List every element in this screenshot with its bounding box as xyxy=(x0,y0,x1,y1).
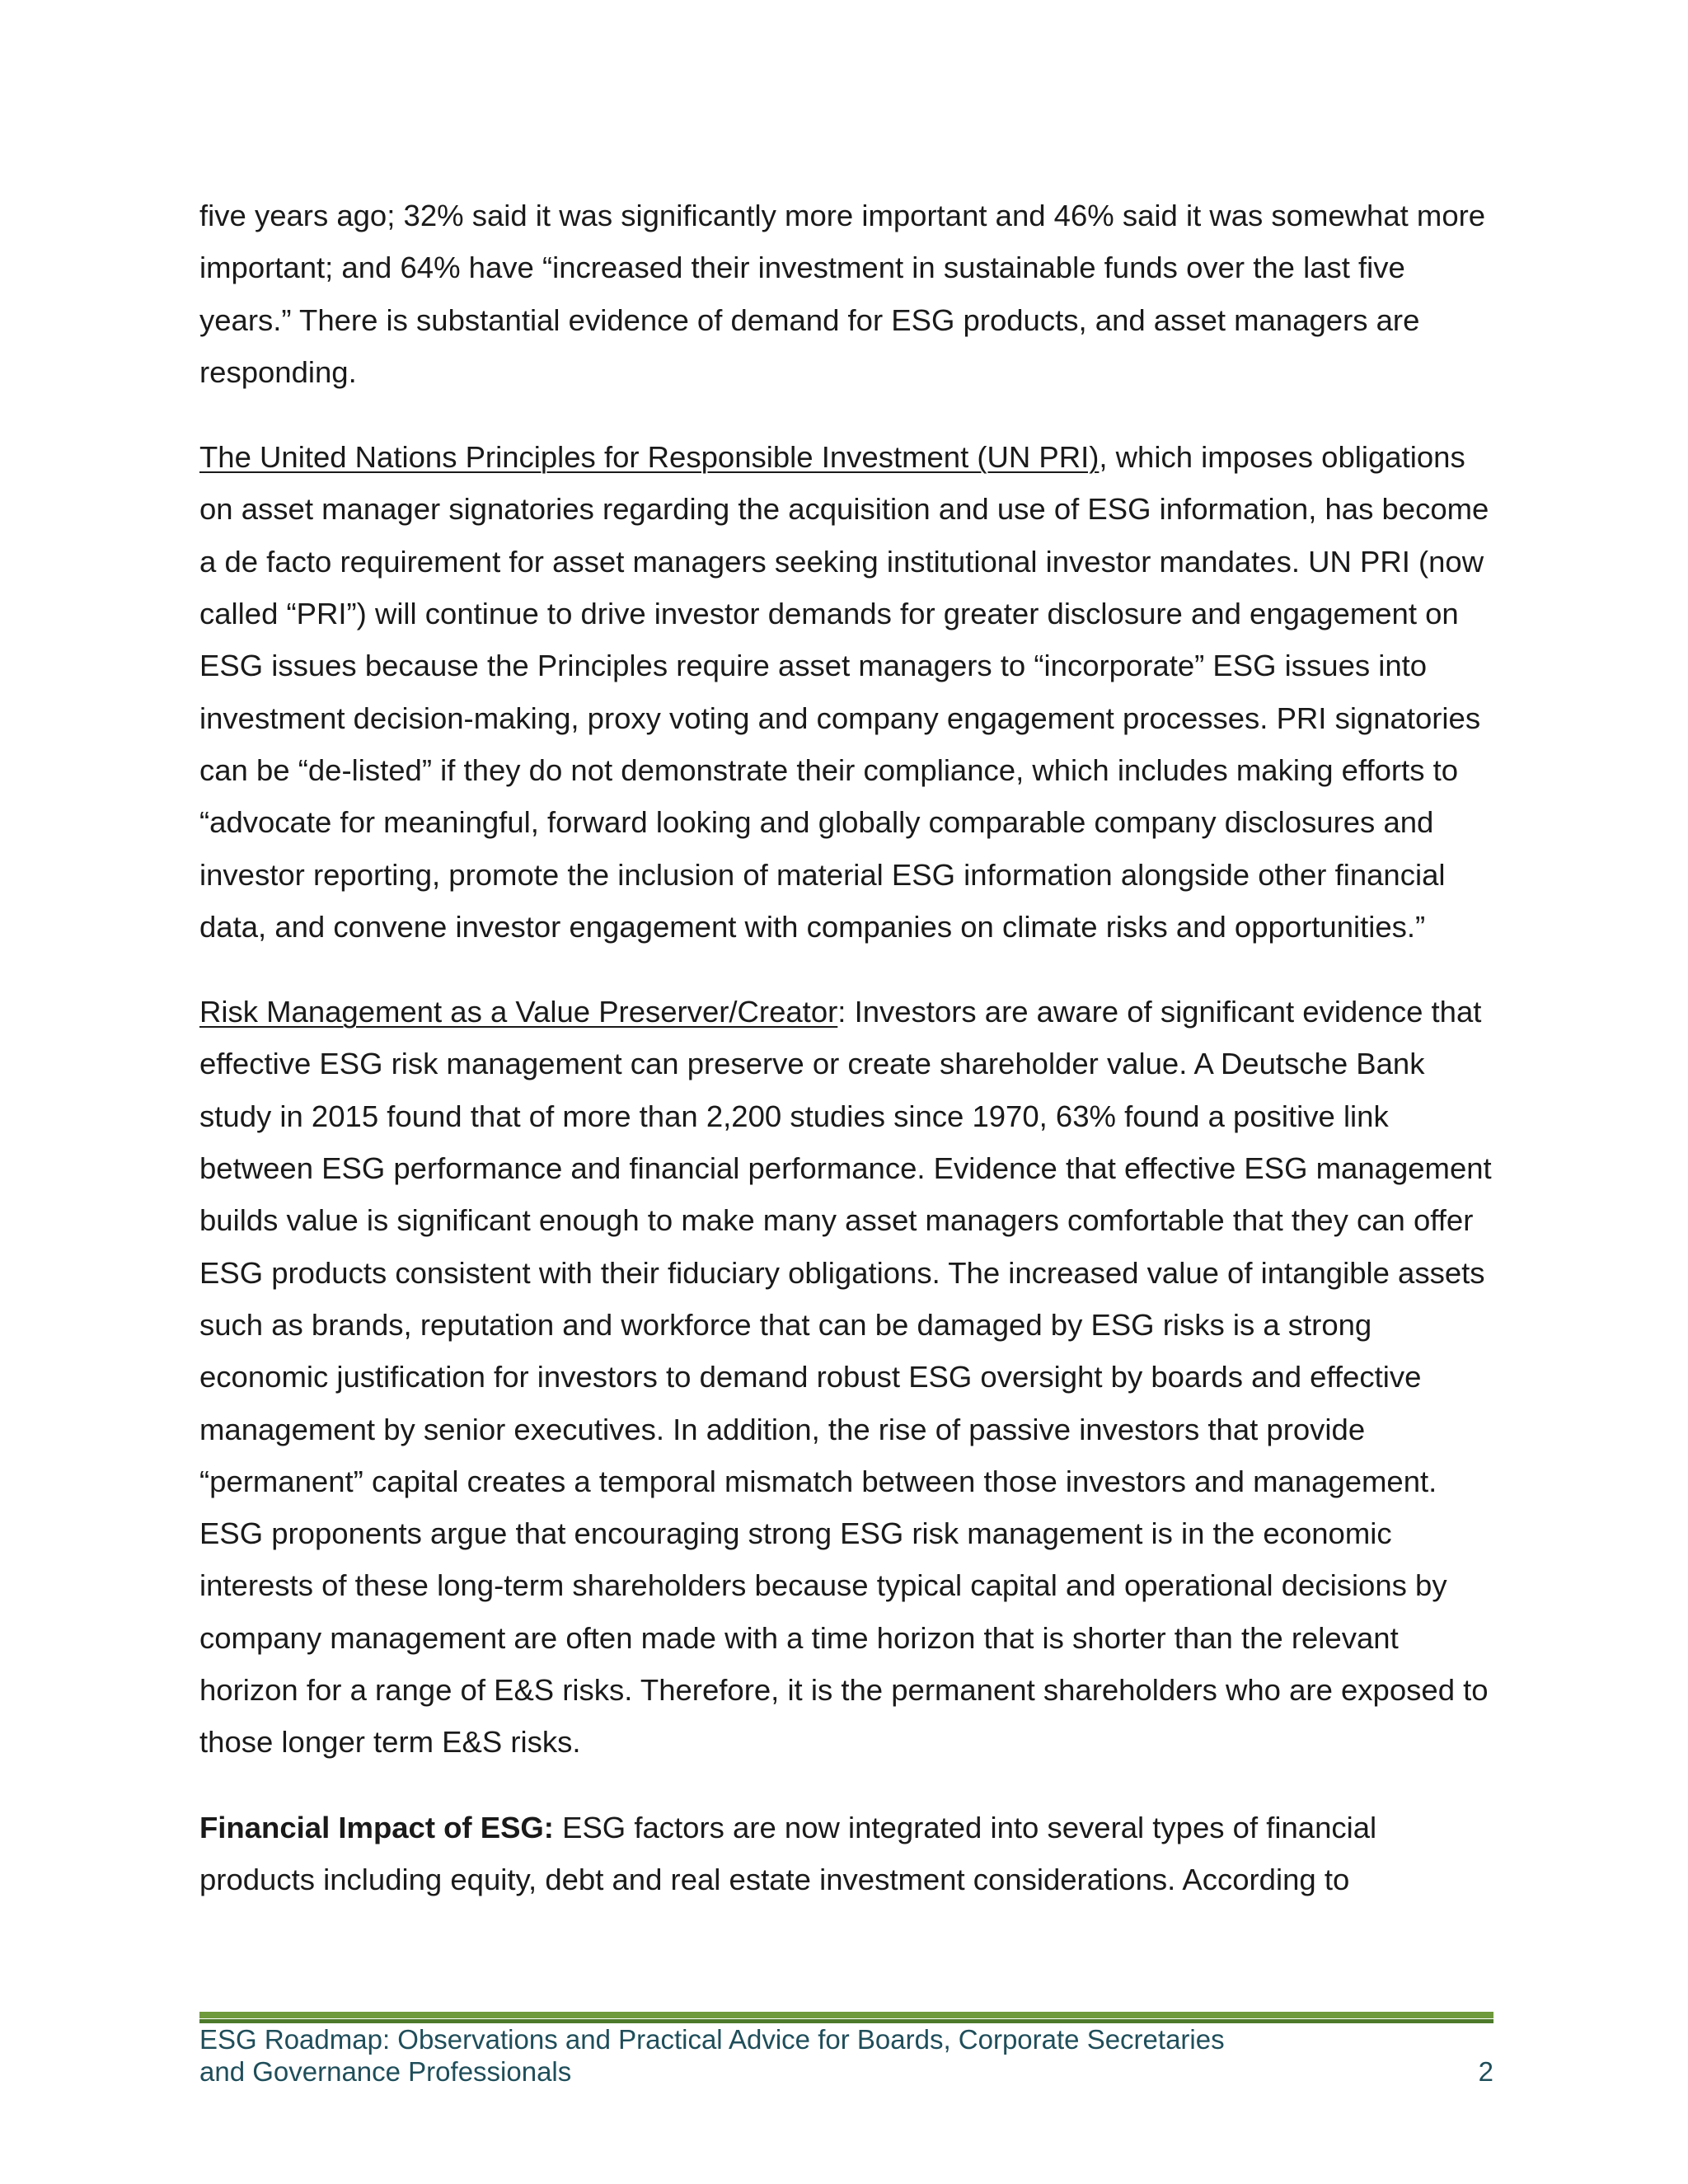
footer-divider-light xyxy=(199,2012,1493,2018)
paragraph-financial-impact xyxy=(199,1802,1493,1906)
paragraph-text: ESG factors are now integrated into several types of financial products including equity, debt and real estate investment considerations. According to xyxy=(199,1810,1377,1896)
footer-title-line2: and Governance Professionals xyxy=(199,2056,572,2087)
footer-divider xyxy=(199,2012,1493,2023)
section-heading-un-pri: The United Nations Principles for Responsible Investment (UN PRI) xyxy=(199,440,1100,475)
page-body xyxy=(199,190,1493,1938)
paragraph-text: five years ago; 32% said it was significantly more important and 46% said it was somewhat more important; and 64% have “increased their investment in sustainable funds over the last five years.” There is substantial evidence of demand for ESG products, and asset managers are responding. xyxy=(199,199,1486,389)
page-footer xyxy=(199,2023,1493,2088)
paragraph-demand-evidence xyxy=(199,190,1493,398)
section-heading-risk-management: Risk Management as a Value Preserver/Creator xyxy=(199,995,838,1029)
section-heading-financial-impact: Financial Impact of ESG: xyxy=(199,1810,554,1844)
page-number: 2 xyxy=(1478,2056,1493,2087)
paragraph-un-pri xyxy=(199,431,1493,953)
paragraph-risk-management xyxy=(199,986,1493,1768)
paragraph-text: : Investors are aware of significant evidence that effective ESG risk management can preserve or create shareholder value. A Deutsche Bank study in 2015 found that of more than 2,200 studies since 1970, 63% found a positive link between ESG performance and financial performance. Evidence that effective ESG management builds value is significant enough to make many asset managers comfortable that they can offer ESG products consistent with their fiduciary obligations. The increased value of intangible assets such as brands, reputation and workforce that can be damaged by ESG risks is a strong economic justification for investors to demand robust ESG oversight by boards and effective management by senior executives. In addition, the rise of passive investors that provide “permanent” capital creates a temporal mismatch between those investors and management. ESG proponents argue that encouraging strong ESG risk management is in the economic interests of these long-term shareholders because typical capital and operational decisions by company management are often made with a time horizon that is shorter than the relevant horizon for a range of E&S risks. Therefore, it is the permanent shareholders who are exposed to those longer term E&S risks. xyxy=(199,995,1492,1760)
footer-title-line1: ESG Roadmap: Observations and Practical Advice for Boards, Corporate Secretaries xyxy=(199,2024,1225,2055)
paragraph-text: , which imposes obligations on asset manager signatories regarding the acquisition and use of ESG information, has become a de facto requirement for asset managers seeking institutional investor mandates. UN PRI (now called “PRI”) will continue to drive investor demands for greater disclosure and engagement on ESG issues because the Principles require asset managers to “incorporate” ESG issues into investment decision-making, proxy voting and company engagement processes. PRI signatories can be “de-listed” if they do not demonstrate their compliance, which includes making efforts to “advocate for meaningful, forward looking and globally comparable company disclosures and investor reporting, promote the inclusion of material ESG information alongside other financial data, and convene investor engagement with companies on climate risks and opportunities.” xyxy=(199,440,1489,944)
